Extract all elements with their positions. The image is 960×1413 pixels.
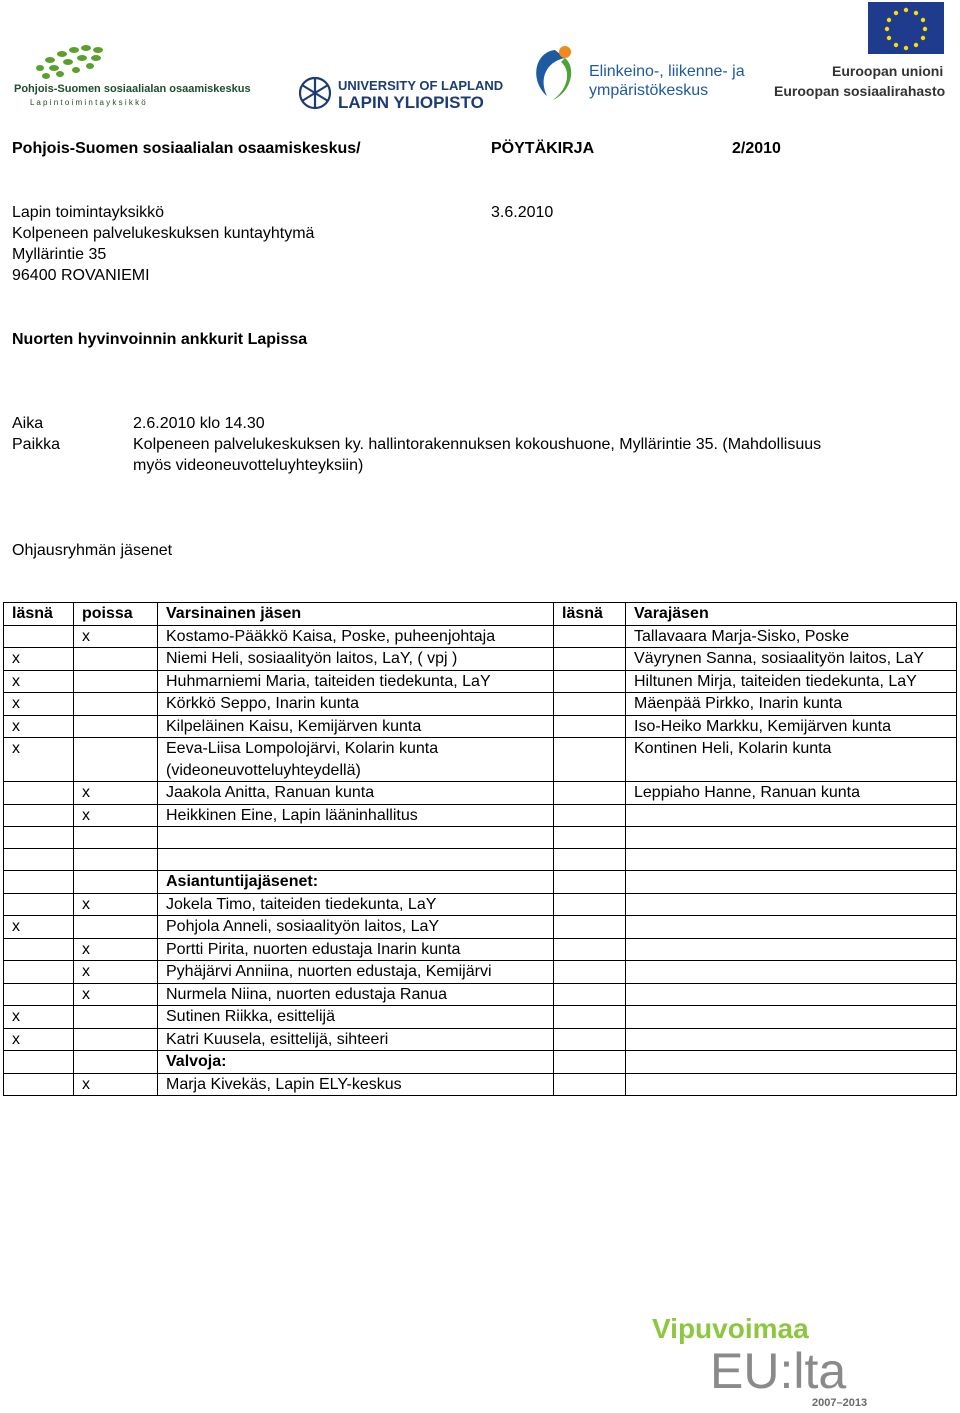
table-row-cell-4 [626, 983, 957, 1006]
table-row-cell-3 [554, 782, 626, 805]
table-row-blank-cell-3 [554, 849, 626, 871]
paikka-label: Paikka [12, 436, 61, 453]
table-row-cell-0: x [4, 715, 74, 738]
aika-value: 2.6.2010 klo 14.30 [133, 415, 265, 432]
table-row-cell-3 [554, 1073, 626, 1096]
table-row-subheading [4, 1051, 957, 1074]
table-row-cell-1: x [74, 893, 158, 916]
table-header-row-cell-1: poissa [74, 603, 158, 626]
vipu-name-1: Vipuvoimaa [652, 1313, 809, 1344]
table-row-cell-0 [4, 938, 74, 961]
table-row-cell-0 [4, 1073, 74, 1096]
table-row-cell-0: x [4, 1028, 74, 1051]
table-row-subheading-cell-0 [4, 1051, 74, 1074]
table-row-cell-3 [554, 1028, 626, 1051]
table-row-cell-1 [74, 1006, 158, 1029]
table-header-row [4, 603, 957, 626]
table-row-cell-4: Hiltunen Mirja, taiteiden tiedekunta, LaY [626, 670, 957, 693]
table-row-cell-3 [554, 670, 626, 693]
table-row-cell-1: x [74, 961, 158, 984]
table-row-cell-1: x [74, 983, 158, 1006]
table-header-row-cell-3: läsnä [554, 603, 626, 626]
ely-logo [525, 40, 765, 110]
header-doc-type: PÖYTÄKIRJA [491, 140, 595, 157]
table-row-cell-4 [626, 916, 957, 939]
table-row-cell-3 [554, 625, 626, 648]
vipuvoimaa-logo [650, 1310, 890, 1410]
table-row-cell-1 [74, 693, 158, 716]
table-row-cell-4: Tallavaara Marja-Sisko, Poske [626, 625, 957, 648]
table-row [4, 648, 957, 671]
table-row [4, 961, 957, 984]
table-row-cell-1 [74, 1028, 158, 1051]
table-row-cell-0 [4, 804, 74, 827]
table-row-cell-4 [626, 938, 957, 961]
table-row-subheading-cell-3 [554, 871, 626, 894]
ulapland-name-en: UNIVERSITY OF LAPLAND [338, 78, 504, 93]
table-row-cell-1 [74, 670, 158, 693]
table-header-row-cell-0: läsnä [4, 603, 74, 626]
table-row-cell-0 [4, 893, 74, 916]
table-row-cell-4: Iso-Heiko Markku, Kemijärven kunta [626, 715, 957, 738]
table-row-cell-1 [74, 715, 158, 738]
table-row-subheading-cell-4 [626, 1051, 957, 1074]
table-row-blank-cell-2 [158, 849, 554, 871]
table-row-cell-1 [74, 738, 158, 782]
table-row-cell-3 [554, 804, 626, 827]
posos-sub: L a p i n t o i m i n t a y k s i k k ö [30, 98, 146, 107]
table-row-cell-2: Nurmela Niina, nuorten edustaja Ranua [158, 983, 554, 1006]
table-row-cell-4: Väyrynen Sanna, sosiaalityön laitos, LaY [626, 648, 957, 671]
table-row [4, 715, 957, 738]
table-row-cell-2: Pohjola Anneli, sosiaalityön laitos, LaY [158, 916, 554, 939]
table-row-cell-3 [554, 983, 626, 1006]
table-row-cell-2: Jaakola Anitta, Ranuan kunta [158, 782, 554, 805]
table-row-cell-0: x [4, 916, 74, 939]
ulapland-name-fi: LAPIN YLIOPISTO [338, 93, 484, 112]
table-row-cell-2: Huhmarniemi Maria, taiteiden tiedekunta, LaY [158, 670, 554, 693]
eu-logo [772, 2, 952, 112]
table-row-blank-cell-0 [4, 849, 74, 871]
table-row [4, 693, 957, 716]
ely-name-1: Elinkeino-, liikenne- ja [589, 63, 745, 80]
table-row-cell-0: x [4, 648, 74, 671]
vipu-name-2: EU:lta [710, 1343, 847, 1399]
table-row-cell-3 [554, 715, 626, 738]
table-row-cell-3 [554, 938, 626, 961]
table-row-subheading-cell-2: Valvoja: [158, 1051, 554, 1074]
header-date: 3.6.2010 [491, 204, 554, 221]
posos-name: Pohjois-Suomen sosiaalialan osaamiskeskus [14, 83, 251, 95]
vipu-years: 2007–2013 [812, 1397, 868, 1409]
table-row-subheading-cell-4 [626, 871, 957, 894]
table-row-cell-1: x [74, 1073, 158, 1096]
table-row-cell-0 [4, 625, 74, 648]
project-title: Nuorten hyvinvoinnin ankkurit Lapissa [12, 331, 308, 348]
ely-leaf-icon [536, 50, 565, 96]
table-row-cell-3 [554, 916, 626, 939]
table-row [4, 1006, 957, 1029]
aika-label: Aika [12, 415, 44, 432]
header-address-3: 96400 ROVANIEMI [12, 267, 150, 284]
table-row-cell-2: Niemi Heli, sosiaalityön laitos, LaY, ( vpj ) [158, 648, 554, 671]
table-row-cell-4 [626, 961, 957, 984]
table-row [4, 625, 957, 648]
members-table [3, 602, 957, 1096]
table-row-cell-3 [554, 738, 626, 782]
header-address-2: Myllärintie 35 [12, 246, 107, 263]
table-row-cell-2: Körkkö Seppo, Inarin kunta [158, 693, 554, 716]
table-row [4, 1073, 957, 1096]
eu-name-1: Euroopan unioni [832, 63, 944, 79]
header-unit: Lapin toimintayksikkö [12, 204, 165, 221]
table-row-blank-cell-1 [74, 827, 158, 849]
table-row-cell-0: x [4, 738, 74, 782]
table-row-cell-0 [4, 983, 74, 1006]
table-row-cell-4 [626, 804, 957, 827]
table-row-blank-cell-3 [554, 827, 626, 849]
table-row-cell-1: x [74, 782, 158, 805]
table-row-cell-2: Portti Pirita, nuorten edustaja Inarin kunta [158, 938, 554, 961]
table-row-blank-cell-1 [74, 849, 158, 871]
section-title: Ohjausryhmän jäsenet [12, 542, 173, 559]
posos-logo [10, 30, 280, 110]
table-row-cell-2: Heikkinen Eine, Lapin lääninhallitus [158, 804, 554, 827]
table-row-cell-3 [554, 648, 626, 671]
table-row [4, 916, 957, 939]
table-row-cell-1: x [74, 938, 158, 961]
table-row-cell-4 [626, 893, 957, 916]
paikka-value-2: myös videoneuvotteluyhteyksiin) [133, 457, 364, 474]
table-row-cell-0: x [4, 693, 74, 716]
table-row-cell-3 [554, 1006, 626, 1029]
table-row-blank [4, 849, 957, 871]
table-row-cell-0 [4, 782, 74, 805]
table-header-row-cell-2: Varsinainen jäsen [158, 603, 554, 626]
paikka-value-1: Kolpeneen palvelukeskuksen ky. hallintorakennuksen kokoushuone, Myllärintie 35. (Mahdollisuus [133, 436, 822, 453]
table-row-cell-1 [74, 916, 158, 939]
table-row [4, 670, 957, 693]
table-row-cell-4 [626, 1006, 957, 1029]
ely-name-2: ympäristökeskus [589, 82, 709, 99]
header-doc-number: 2/2010 [732, 140, 781, 157]
table-row-cell-2: Kilpeläinen Kaisu, Kemijärven kunta [158, 715, 554, 738]
table-row-subheading [4, 871, 957, 894]
table-row-cell-4: Mäenpää Pirkko, Inarin kunta [626, 693, 957, 716]
table-row-cell-2: Katri Kuusela, esittelijä, sihteeri [158, 1028, 554, 1051]
table-row-cell-0: x [4, 1006, 74, 1029]
table-row-blank-cell-2 [158, 827, 554, 849]
table-row-cell-4 [626, 1028, 957, 1051]
table-row-subheading-cell-2: Asiantuntijajäsenet: [158, 871, 554, 894]
table-row-cell-4: Kontinen Heli, Kolarin kunta [626, 738, 957, 782]
table-row [4, 738, 957, 782]
table-row-blank-cell-4 [626, 827, 957, 849]
table-row-cell-1: x [74, 625, 158, 648]
header-org: Pohjois-Suomen sosiaalialan osaamiskeskus/ [12, 140, 361, 157]
table-row-blank-cell-4 [626, 849, 957, 871]
table-row [4, 893, 957, 916]
table-row-cell-2: Pyhäjärvi Anniina, nuorten edustaja, Kemijärvi [158, 961, 554, 984]
table-row-cell-3 [554, 961, 626, 984]
snowflake-icon [300, 78, 330, 108]
table-row-cell-1: x [74, 804, 158, 827]
table-row [4, 782, 957, 805]
header-address-1: Kolpeneen palvelukeskuksen kuntayhtymä [12, 225, 315, 242]
table-row [4, 983, 957, 1006]
table-row-cell-2: Sutinen Riikka, esittelijä [158, 1006, 554, 1029]
table-row-cell-0: x [4, 670, 74, 693]
ulapland-logo [296, 72, 506, 114]
eu-name-2: Euroopan sosiaalirahasto [774, 83, 946, 99]
table-row-cell-2: Kostamo-Pääkkö Kaisa, Poske, puheenjohtaja [158, 625, 554, 648]
logo-bar [0, 0, 960, 120]
table-row-subheading-cell-0 [4, 871, 74, 894]
table-row-cell-2: Eeva-Liisa Lompolojärvi, Kolarin kunta (videoneuvotteluyhteydellä) [158, 738, 554, 782]
table-row-cell-2: Jokela Timo, taiteiden tiedekunta, LaY [158, 893, 554, 916]
table-row-cell-0 [4, 961, 74, 984]
table-row-subheading-cell-1 [74, 871, 158, 894]
table-header-row-cell-4: Varajäsen [626, 603, 957, 626]
table-row-subheading-cell-3 [554, 1051, 626, 1074]
table-row-cell-4: Leppiaho Hanne, Ranuan kunta [626, 782, 957, 805]
table-row-cell-4 [626, 1073, 957, 1096]
table-row [4, 1028, 957, 1051]
table-row-cell-1 [74, 648, 158, 671]
table-row-cell-3 [554, 893, 626, 916]
table-row-cell-3 [554, 693, 626, 716]
table-row-blank [4, 827, 957, 849]
table-row-subheading-cell-1 [74, 1051, 158, 1074]
table-row-blank-cell-0 [4, 827, 74, 849]
table-row-cell-2: Marja Kivekäs, Lapin ELY-keskus [158, 1073, 554, 1096]
table-row [4, 938, 957, 961]
table-row [4, 804, 957, 827]
